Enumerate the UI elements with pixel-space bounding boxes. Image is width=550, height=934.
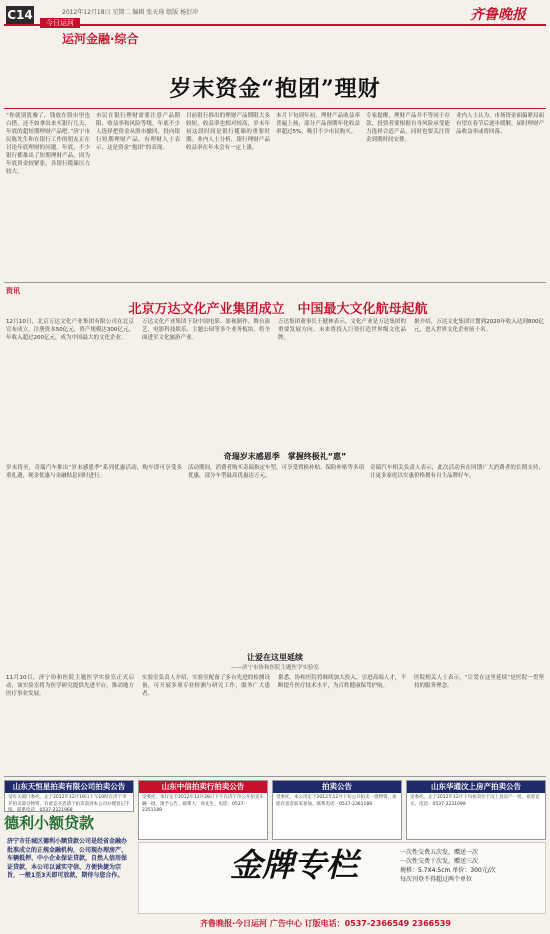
gold-column-title: 金牌专栏	[230, 846, 359, 884]
article4-col-1: 11月10日，济宁协和医院主题医学实验室正式启动，该实验室将为医学研究提供先进平台，推动地方医疗事业发展。	[6, 675, 134, 697]
ad-body: 受有关部门委托，定于2012年12月19日上午10时在济宁市开拍卖部分物资，有意竞买者请于拍卖前到本公司办理登记手续。联系电话：0537-2221968	[8, 795, 130, 813]
ad-auction-2	[138, 780, 268, 840]
ad-auction-3	[272, 780, 402, 840]
list-item: 一次性交费十次发，赠送三次	[400, 858, 479, 865]
page-number: C14	[7, 8, 33, 22]
list-item: 每次刊登不得超过两个单位	[400, 876, 473, 883]
article4-subhead: ——济宁市协和医院主题医学实验室	[230, 665, 319, 671]
article2-headline: 北京万达文化产业集团成立 中国最大文化航母起航	[128, 302, 428, 317]
ad-title: 山东华通汶上房产拍卖公告	[407, 781, 545, 793]
article2-col-3: 万达集团董事长王健林表示，文化产业是万达集团的重要发展方向，未来将投入巨资打造世界级文化品牌。	[278, 319, 406, 341]
article1-col-6: 业内人士认为，市场资金面偏紧局面有望在春节后逐步缓解，届时理财产品收益率或将回落。	[456, 113, 544, 135]
article4-col-2: 实验室负责人介绍，实验室配备了多台先进的检测设备，可开展多项专业检测与研究工作，服务广大患者。	[142, 675, 270, 697]
article3-col-3: 奇瑞汽车相关负责人表示，此次活动旨在回馈广大消费者的长期支持，让更多家庭以实惠价格拥有自主品牌好车。	[370, 465, 544, 479]
article4-col-4: 医院相关人士表示，“让爱在这里延续”是医院一贯坚持的服务理念。	[414, 675, 544, 689]
article1-headline: 岁末资金“抱团”理财	[169, 76, 381, 102]
divider	[4, 282, 546, 283]
ad-title: 山东中信拍卖行拍卖公告	[139, 781, 267, 793]
article3-col-1: 岁末将至，奇瑞汽车推出“岁末感恩季”系列优惠活动，购车即可享受多重礼遇，现金优惠与金融贴息同时进行。	[6, 465, 182, 479]
loan-ad-body: 济宁市任城区德利小额贷款公司是经省金融办批准成立的正规金融机构，公司现办理房产、车辆抵押、中小企业保证贷款，自然人信用保证贷款，本公司以诚实守信、方便快捷为宗旨，一般1至3天即可放款，期待与您合作。	[7, 838, 128, 879]
list-item: 规格：5.7X4.5cm 单价：300元/次	[400, 867, 496, 874]
article1-col-2: 市民在银行理财需要注意产品期限、收益率和风险等级，年底不少人选择把资金从股市撤回，投向银行短期理财产品。有理财人士表示，这是资金“抱团”的表现。	[96, 113, 180, 151]
ad-auction-1	[4, 780, 134, 812]
article1-col-3: 目前银行推出的理财产品期限大多较短，收益率也相对较高，岁末年初这段时间是银行揽储的重要时期。业内人士分析，银行理财产品收益率在年末会有一定上涨。	[186, 113, 270, 151]
ad-auction-4	[406, 780, 546, 840]
ad-title: 拍卖公告	[273, 781, 401, 793]
ad-body: 受委托，本行定于2012年12月28日下午在济宁市公开拍卖车辆一批，现予公告。联系人：孙先生。电话：0537-2351189	[142, 795, 264, 813]
article1-col-1: “你就别犹豫了，钱放在股市里也白搭，还不如拿出来买银行几天、年底的超短期理财产品吧。”济宁市民陈先生和在银行工作的朋友正在讨论年底理财的问题。年底，不少银行都推出了短期理财产品，因为年底资金较紧张，各银行揽储压力较大。	[6, 113, 90, 175]
article2-col-2: 万达文化产业集团下设中国电影、影视制作、舞台演艺、电影科技娱乐、主题公园等多个业务板块，将全面进军文化旅游产业。	[142, 319, 270, 341]
news-tag: 资讯	[6, 287, 20, 295]
article4-headline: 让爱在这里延续	[247, 653, 303, 662]
article1-col-4: 本月下旬到年初，理财产品收益率普遍上扬，部分产品预期年化收益率超过5%，吸引不少市民购买。	[276, 113, 360, 135]
divider	[4, 108, 546, 109]
article2-col-4: 据介绍，万达文化集团计划到2020年收入达到800亿元，进入世界文化企业前十名。	[414, 319, 544, 333]
ad-title: 山东天恒星拍卖有限公司拍卖公告	[5, 781, 133, 793]
article3-col-2: 活动期间，消费者购买奇瑞指定车型，可享受置换补贴、保险补贴等多项优惠，部分车型最高优惠达万元。	[188, 465, 364, 479]
article3-headline: 奇瑞岁末感恩季 掌握终极礼“惠”	[223, 452, 347, 461]
gold-column-list	[400, 848, 545, 884]
loan-ad-title: 德利小额贷款	[4, 814, 95, 832]
section-title: 运河金融·综合	[62, 32, 139, 46]
date-line: 2012年12月18日 星期二 编辑 张天琦 组版 杨衍冲	[62, 9, 199, 16]
article2-col-1: 12月10日，北京万达文化产业集团有限公司在北京宣布成立，注册资本50亿元，资产规模达300亿元，年收入超过200亿元，成为中国最大的文化企业。	[6, 319, 134, 341]
newspaper-logo: 齐鲁晚报	[470, 7, 526, 23]
ad-footer: 齐鲁晚报·今日运河 广告中心 订版电话：0537-2366549 2366539	[200, 919, 451, 928]
article4-col-3: 据悉，协和医院将继续加大投入，引进高端人才，不断提升医疗技术水平，为百姓健康保驾护航。	[278, 675, 406, 689]
section-tag: 今日运河	[40, 18, 80, 28]
article1-col-5: 专家提醒，理财产品并不等同于存款，投资者要根据自身风险承受能力选择合适产品，同时也要关注资金到期时间安排。	[366, 113, 450, 143]
list-item: 一次性交费五次发，赠送一次	[400, 849, 479, 856]
divider	[4, 776, 546, 777]
ad-body: 受委托，定于2012年12月下旬拍卖位于汶上县房产一处，欢迎竞买。电话：0537-2231099	[410, 795, 540, 807]
ad-body: 受委托，本公司定于2012年12月下旬公开拍卖一批物资，欢迎有意者前来参加。联系电话：0537-2361188	[276, 795, 397, 807]
